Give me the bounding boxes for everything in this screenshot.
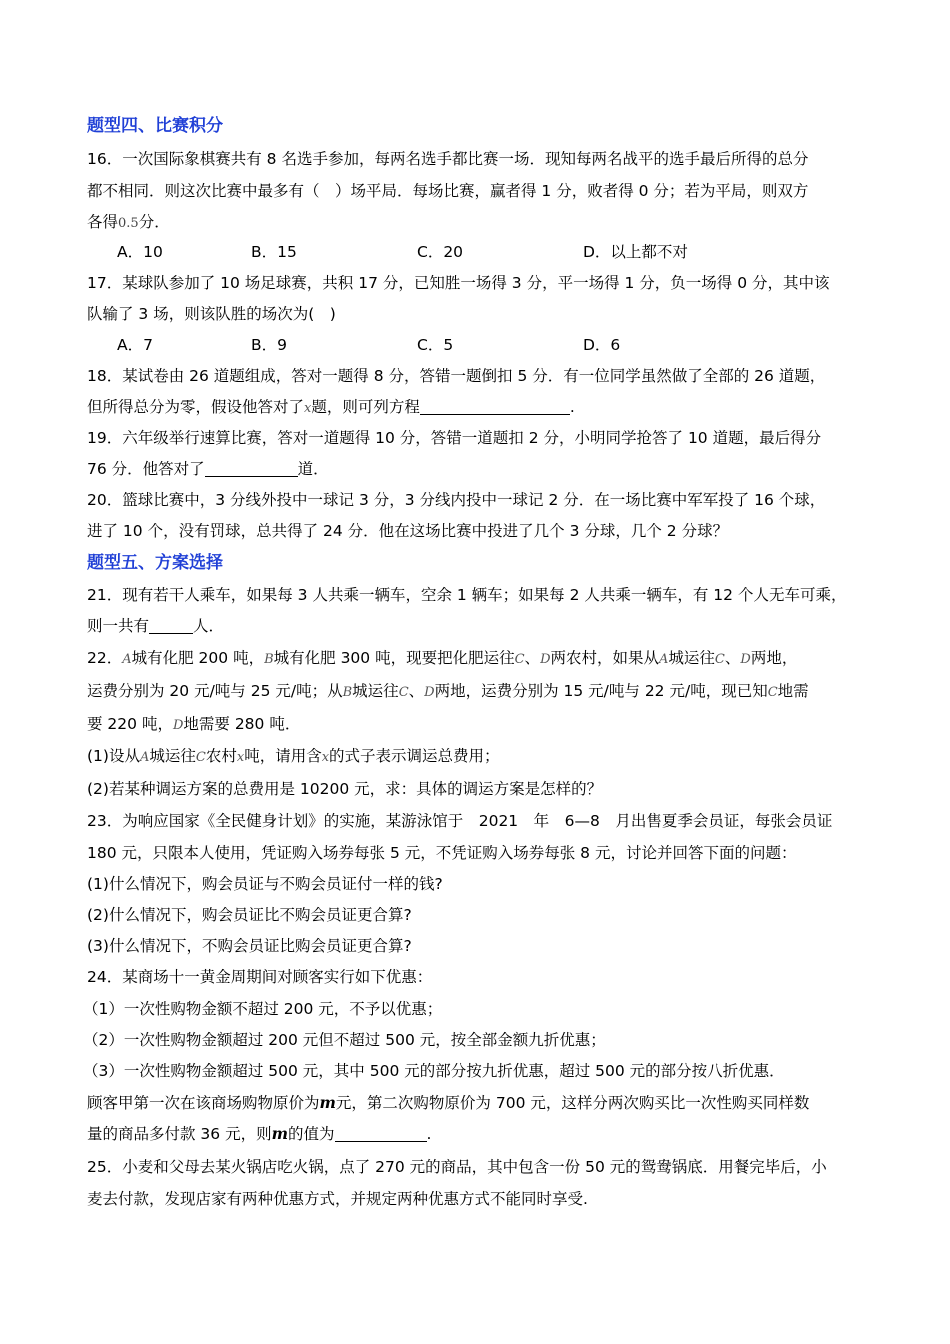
q22-part-1c: 农村: [205, 747, 237, 765]
q24-line-3a: 量的商品多付款 36 元，则: [87, 1125, 272, 1143]
q25-line-1: 25．小麦和父母去某火锅店吃火锅，点了 270 元的商品，其中包含一份 50 元的鸳鸯锅底．用餐完毕后，小: [87, 1158, 827, 1176]
q16-option-d: D．以上都不对: [583, 243, 688, 261]
q22-line-1e: 城运往: [668, 649, 715, 667]
q23-part-3: (3)什么情况下，不购会员证比购会员证更合算?: [87, 937, 412, 955]
q21-line-1: 21．现有若干人乘车，如果每 3 人共乘一辆车，空余 1 辆车；如果每 2 人共乘一辆车，有 12 个人无车可乘，: [87, 586, 847, 604]
q22-line-1: [87, 648, 797, 670]
q22-var-d-4: D: [172, 718, 184, 733]
q24-line-3b: 的值为: [287, 1125, 335, 1143]
q23-line-2: 180 元，只限本人使用，凭证购入场券每张 5 元，不凭证购入场券每张 8 元，讨论并回答下面的问题：: [87, 844, 797, 862]
q16-math-half: 0.5: [118, 216, 139, 231]
q20-line-2: 进了 10 个，没有罚球，总共得了 24 分．他在这场比赛中投进了几个 3 分球，几个 2 分球？: [87, 522, 729, 540]
q22-line-2a: 运费分别为 20 元/吨与 25 元/吨；从: [87, 682, 343, 700]
q19-line-2b: 道．: [297, 460, 329, 478]
q24-condition-3: （3）一次性购物金额超过 500 元，其中 500 元的部分按九折优惠，超过 500 元的部分按八折优惠．: [83, 1062, 785, 1080]
q22-var-c-3: C: [398, 685, 409, 700]
q22-var-a-2: A: [659, 652, 669, 667]
q22-line-2d: 两地，运费分别为 15 元/吨与 22 元/吨，现已知: [434, 682, 768, 700]
q24-line-1: 24．某商场十一黄金周期间对顾客实行如下优惠：: [87, 968, 433, 986]
q18-line-2c: .: [569, 398, 575, 416]
q17-line-2: 队输了 3 场，则该队胜的场次为( ): [87, 305, 336, 323]
q19-line-1: 19．六年级举行速算比赛，答对一道题得 10 分，答错一道题扣 2 分，小明同学抢答了 10 道题，最后得分: [87, 429, 822, 447]
q18-line-2: [87, 397, 575, 419]
q16-option-c: C．20: [417, 243, 464, 261]
q19-line-2: [87, 459, 329, 479]
section-heading-5: 题型五、方案选择: [87, 553, 223, 573]
q18-line-1: 18．某试卷由 26 道题组成，答对一题得 8 分，答错一题倒扣 5 分．有一位同学虽然做了全部的 26 道题，: [87, 367, 826, 385]
q21-answer-blank[interactable]: [149, 617, 193, 634]
q22-line-3a: 要 220 吨，: [87, 715, 173, 733]
q22-part-1d: 吨，请用含: [244, 747, 322, 765]
q24-condition-2: （2）一次性购物金额超过 200 元但不超过 500 元，按全部金额九折优惠；: [83, 1031, 606, 1049]
q22-var-d-2: D: [740, 652, 751, 667]
q16-line-3a: 各得: [87, 213, 119, 231]
q17-option-b: B．9: [251, 336, 287, 354]
q19-line-2a: 76 分．他答对了: [87, 460, 205, 478]
q22-part-1b: 城运往: [149, 747, 196, 765]
q24-line-3c: .: [426, 1125, 432, 1143]
q23-line-1: 23．为响应国家《全民健身计划》的实施，某游泳馆于 2021 年 6—8 月出售夏季会员证，每张会员证: [87, 812, 833, 830]
q16-line-2: 都不相同．则这次比赛中最多有（ ）场平局．每场比赛，赢者得 1 分，败者得 0 分；若为平局，则双方: [87, 182, 809, 200]
q22-var-c-2: C: [714, 652, 725, 667]
q24-condition-1: （1）一次性购物金额不超过 200 元，不予以优惠；: [83, 1000, 443, 1018]
q24-line-2b: 元，第二次购物原价为 700 元，这样分两次购买比一次性购买同样数: [335, 1094, 810, 1112]
q22-var-a-3: A: [139, 750, 150, 765]
q18-line-2b: 题，则可列方程: [311, 398, 420, 416]
q25-line-2: 麦去付款，发现店家有两种优惠方式，并规定两种优惠方式不能同时享受.: [87, 1190, 588, 1208]
q23-part-2: (2)什么情况下，购会员证比不购会员证更合算?: [87, 906, 412, 924]
q22-part-1: [87, 746, 500, 768]
q22-line-2b: 城运往: [352, 682, 399, 700]
q22-var-d-3: D: [424, 685, 435, 700]
q22-line-2e: 地需: [777, 682, 809, 700]
q16-line-1: 16．一次国际象棋赛共有 8 名选手参加，每两名选手都比赛一场．现知每两名战平的选手最后所得的总分: [87, 150, 809, 168]
q22-var-c-4: C: [767, 685, 778, 700]
q22-line-3: [87, 714, 300, 736]
section-heading-4: 题型四、比赛积分: [87, 116, 223, 136]
q22-part-1a: (1)设从: [87, 747, 140, 765]
q17-line-1: 17．某球队参加了 10 场足球赛，共积 17 分，已知胜一场得 3 分，平一场得 1 分，负一场得 0 分，其中该: [87, 274, 830, 292]
q22-number: 22．: [87, 649, 123, 667]
q21-line-2b: 人．: [193, 617, 225, 635]
q22-sep-1: 、: [524, 649, 541, 667]
q17-option-d: D．6: [583, 336, 621, 354]
q24-line-2a: 顾客甲第一次在该商场购物原价为: [87, 1094, 320, 1112]
q16-line-3b: 分．: [138, 213, 170, 231]
q18-answer-blank[interactable]: [420, 398, 570, 415]
q16-option-a: A．10: [117, 243, 163, 261]
q16-line-3: [87, 212, 170, 234]
q24-var-m-2: m: [271, 1124, 288, 1143]
q22-part-1e: 的式子表示调运总费用；: [329, 747, 500, 765]
q17-option-c: C．5: [417, 336, 454, 354]
q22-var-c-5: C: [195, 750, 206, 765]
q22-line-1d: 两农村，如果从: [550, 649, 660, 667]
q22-var-b: B: [264, 652, 274, 667]
q22-sep-2: 、: [724, 649, 741, 667]
q22-line-1a: 城有化肥 200 吨，: [131, 649, 265, 667]
q20-line-1: 20．篮球比赛中，3 分线外投中一球记 3 分，3 分线内投中一球记 2 分．在一场比赛中军军投了 16 个球，: [87, 491, 826, 509]
q22-line-1b: 城有化肥 300 吨，现要把化肥运往: [273, 649, 515, 667]
q22-var-d: D: [540, 652, 551, 667]
q24-var-m: m: [319, 1093, 336, 1112]
q21-line-2a: 则一共有: [87, 617, 150, 635]
q19-answer-blank[interactable]: [205, 460, 298, 477]
q22-var-b-2: B: [342, 685, 353, 700]
q17-option-a: A．7: [117, 336, 153, 354]
q22-var-x-2: x: [321, 750, 330, 765]
q24-line-2: [87, 1093, 809, 1113]
q22-part-2: (2)若某种调运方案的总费用是 10200 元，求：具体的调运方案是怎样的？: [87, 780, 603, 798]
q24-answer-blank[interactable]: [335, 1125, 427, 1142]
q22-line-1g: 两地，: [750, 649, 798, 667]
q22-line-3b: 地需要 280 吨．: [183, 715, 301, 733]
q22-var-a: A: [122, 652, 132, 667]
q22-line-2: [87, 681, 809, 703]
q21-line-2: [87, 616, 224, 636]
q18-line-2a: 但所得总分为零，假设他答对了: [87, 398, 305, 416]
q22-var-c: C: [514, 652, 525, 667]
q16-option-b: B．15: [251, 243, 297, 261]
q18-var-x: x: [304, 401, 312, 416]
q22-var-x: x: [236, 750, 245, 765]
q22-sep-3: 、: [408, 682, 425, 700]
q23-part-1: (1)什么情况下，购会员证与不购会员证付一样的钱?: [87, 875, 443, 893]
q24-line-3: [87, 1124, 431, 1144]
